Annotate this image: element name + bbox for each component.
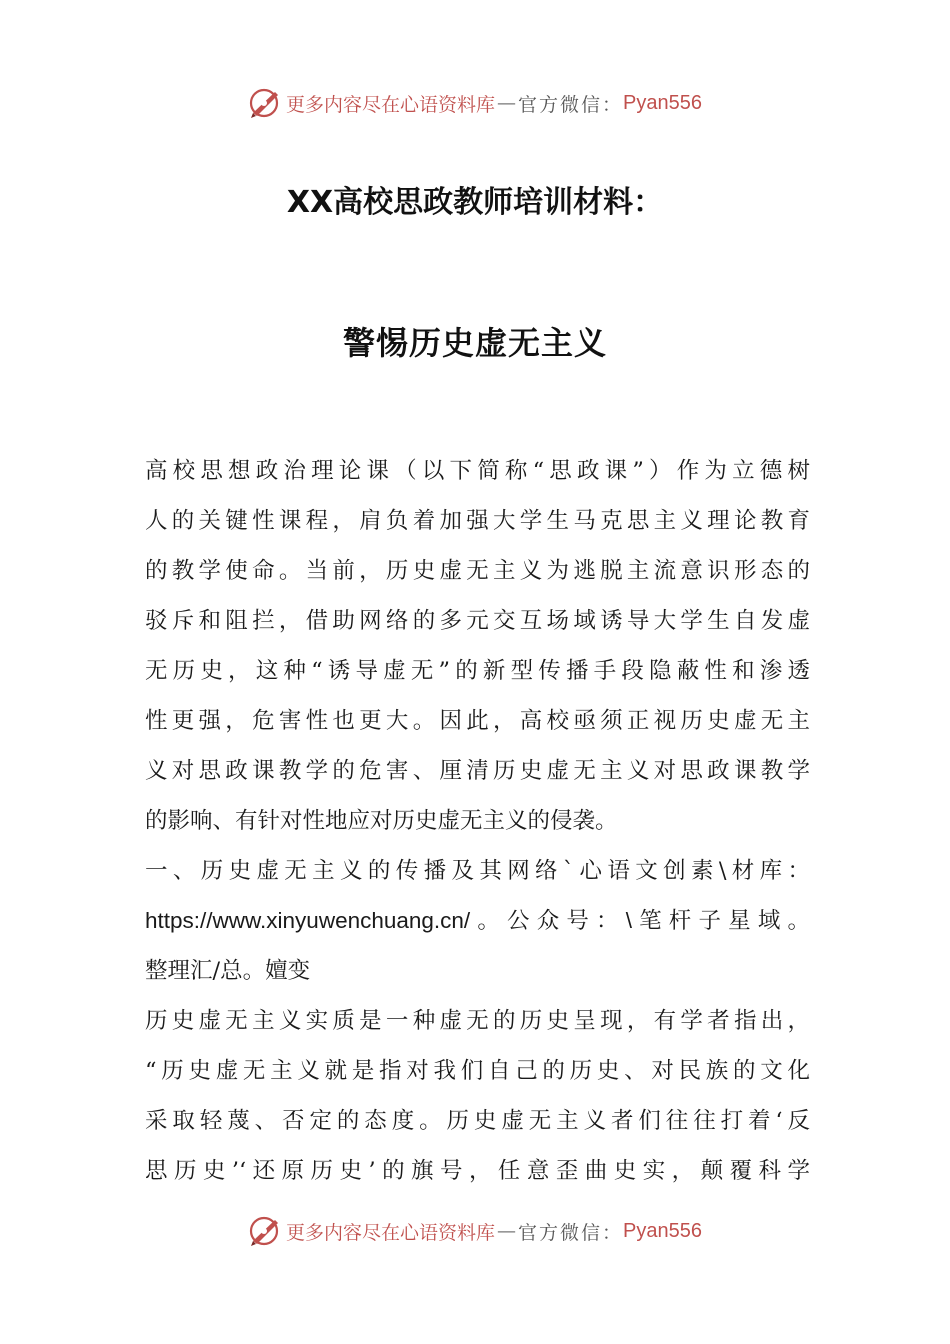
body-line-url: https://www.xinyuwenchuang.cn/。公众号：\笔杆子星域。: [145, 908, 810, 933]
page-subtitle: 警惕历史虚无主义: [342, 324, 607, 362]
banner-slogan: 更多内容尽在心语资料库: [286, 93, 496, 116]
document-body: [145, 446, 810, 1196]
body-line: 驳斥和阻拦，借助网络的多元交互场域诱导大学生自发虚: [145, 608, 810, 634]
pen-logo-icon: [248, 1214, 282, 1248]
pen-logo-icon: [248, 86, 282, 120]
body-line: 性更强，危害性也更大。因此，高校亟须正视历史虚无主: [145, 708, 810, 734]
body-line: 无历史，这种“诱导虚无”的新型传播手段隐蔽性和渗透: [145, 658, 810, 684]
footer-banner: [0, 1206, 950, 1256]
body-line: 历史虚无主义实质是一种虚无的历史呈现，有学者指出，: [145, 1008, 810, 1034]
page-title: XX高校思政教师培训材料：: [286, 185, 664, 220]
banner-wechat-id: Pyan556: [623, 1219, 702, 1242]
body-line: 的影响、有针对性地应对历史虚无主义的侵袭。: [145, 808, 618, 834]
banner-slogan: 更多内容尽在心语资料库: [286, 1221, 496, 1244]
header-banner: [0, 78, 950, 128]
body-line: “历史虚无主义就是指对我们自己的历史、对民族的文化: [145, 1058, 810, 1084]
body-line: 人的关键性课程，肩负着加强大学生马克思主义理论教育: [145, 508, 810, 534]
body-line: 采取轻蔑、否定的态度。历史虚无主义者们往往打着‘反: [145, 1108, 810, 1134]
banner-official-label: 官方微信：: [518, 1221, 624, 1244]
banner-official-label: 官方微信：: [518, 93, 624, 116]
banner-wechat-id: Pyan556: [623, 91, 702, 114]
section-heading: 一、历史虚无主义的传播及其网络`心语文创素\材库：: [145, 858, 810, 884]
body-line: 的教学使命。当前，历史虚无主义为逃脱主流意识形态的: [145, 558, 810, 584]
body-line: 高校思想政治理论课（以下简称“思政课”）作为立德树: [145, 458, 810, 484]
banner-separator: —: [497, 92, 517, 114]
body-line: 整理汇/总。嬗变: [145, 958, 311, 984]
banner-separator: —: [497, 1220, 517, 1242]
body-line: 思历史’‘还原历史’的旗号，任意歪曲史实，颠覆科学: [145, 1158, 810, 1184]
body-line: 义对思政课教学的危害、厘清历史虚无主义对思政课教学: [145, 758, 810, 784]
